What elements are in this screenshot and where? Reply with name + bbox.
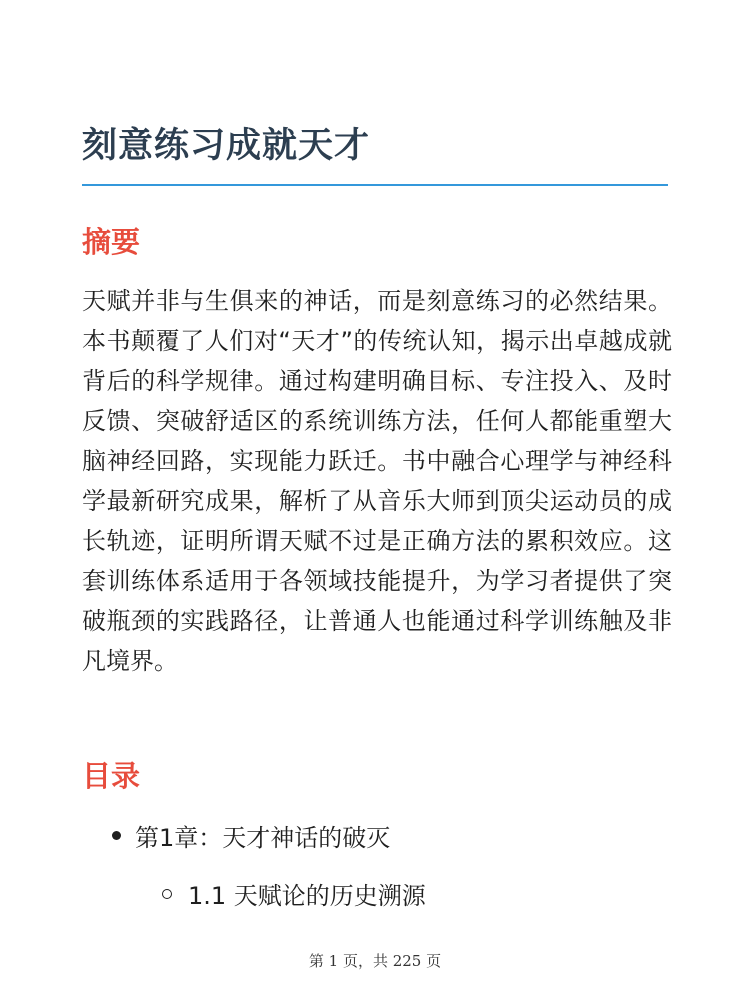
toc-item-section-1-1 [162, 876, 426, 911]
toc-heading: 目录 [82, 759, 141, 793]
document-title: 刻意练习成就天才 [82, 126, 371, 166]
toc-item-label: 1.1 天赋论的历史溯源 [188, 882, 426, 910]
toc-item-chapter-1 [112, 818, 390, 853]
bullet-disc-icon [112, 831, 121, 840]
title-divider [82, 184, 668, 186]
toc-item-label: 第1章：天才神话的破灭 [135, 824, 391, 852]
abstract-body: 天赋并非与生俱来的神话，而是刻意练习的必然结果。本书颠覆了人们对“天才”的传统认知，揭示出卓越成就背后的科学规律。通过构建明确目标、专注投入、及时反馈、突破舒适区的系统训练方法，任何人都能重塑大脑神经回路，实现能力跃迁。书中融合心理学与神经科学最新研究成果，解析了从音乐大师到顶尖运动员的成长轨迹，证明所谓天赋不过是正确方法的累积效应。这套训练体系适用于各领域技能提升，为学习者提供了突破瓶颈的实践路径，让普通人也能通过科学训练触及非凡境界。 [82, 287, 672, 675]
page-number-footer: 第 1 页，共 225 页 [308, 952, 442, 970]
abstract-heading: 摘要 [82, 225, 141, 259]
bullet-circle-icon [162, 889, 172, 899]
